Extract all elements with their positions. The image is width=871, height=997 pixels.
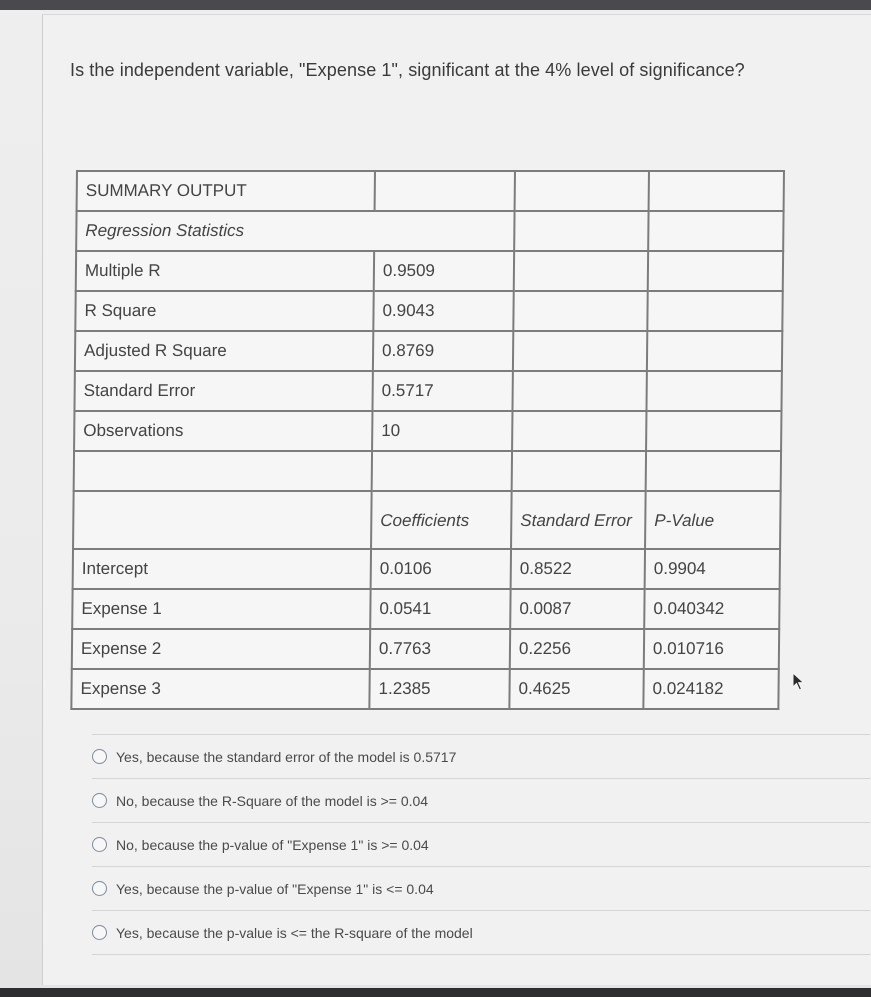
- answer-option-text: Yes, because the standard error of the model is 0.5717: [116, 748, 457, 765]
- table-row: [75, 291, 782, 331]
- radio-button-icon[interactable]: [92, 793, 107, 808]
- answer-options: [92, 734, 870, 955]
- table-cell-empty: [514, 251, 648, 291]
- p-value: 0.040342: [644, 589, 779, 629]
- stat-value: 0.8769: [373, 331, 513, 371]
- table-row: [71, 669, 778, 709]
- table-row: [75, 331, 782, 371]
- coefficient-value: 1.2385: [369, 669, 509, 709]
- standard-error-value: 0.4625: [509, 669, 643, 709]
- table-row: [74, 371, 781, 411]
- stat-value: 10: [372, 411, 512, 451]
- table-row: [72, 629, 779, 669]
- answer-option-3[interactable]: [92, 822, 870, 866]
- table-cell-empty: [647, 331, 782, 371]
- stat-value: 0.5717: [372, 371, 512, 411]
- p-value: 0.9904: [645, 549, 780, 589]
- column-header-standard-error: Standard Error: [511, 491, 646, 549]
- table-row: [72, 589, 779, 629]
- variable-name: Expense 2: [72, 629, 370, 669]
- table-cell-empty: [648, 251, 783, 291]
- standard-error-value: 0.2256: [510, 629, 644, 669]
- stat-label: Multiple R: [76, 251, 374, 291]
- table-cell-empty: [646, 371, 781, 411]
- answer-option-5[interactable]: [92, 910, 870, 955]
- table-row: [76, 251, 783, 291]
- coefficient-value: 0.7763: [370, 629, 510, 669]
- table-cell-empty: [515, 171, 649, 211]
- stat-label: R Square: [75, 291, 373, 331]
- table-cell-empty: [73, 491, 372, 549]
- p-value: 0.024182: [643, 669, 778, 709]
- regression-statistics-label: Regression Statistics: [76, 211, 514, 251]
- table-cell-empty: [514, 211, 648, 251]
- answer-option-1[interactable]: [92, 734, 870, 778]
- stat-label: Standard Error: [74, 371, 372, 411]
- stat-label: Adjusted R Square: [75, 331, 373, 371]
- table-row: [76, 211, 783, 251]
- summary-title: SUMMARY OUTPUT: [77, 171, 375, 211]
- variable-name: Intercept: [73, 549, 371, 589]
- variable-name: Expense 3: [71, 669, 369, 709]
- table-cell-empty: [375, 171, 515, 211]
- stat-value: 0.9509: [374, 251, 514, 291]
- table-cell-empty: [647, 291, 782, 331]
- table-row: [73, 549, 780, 589]
- column-header-coefficients: Coefficients: [371, 491, 512, 549]
- table-cell-empty: [649, 171, 784, 211]
- answer-option-text: Yes, because the p-value is <= the R-square of the model: [116, 924, 473, 941]
- table-cell-empty: [512, 451, 646, 491]
- table-cell-empty: [512, 371, 646, 411]
- radio-button-icon[interactable]: [92, 749, 107, 764]
- radio-button-icon[interactable]: [92, 881, 107, 896]
- coefficient-value: 0.0541: [370, 589, 510, 629]
- coefficient-value: 0.0106: [371, 549, 511, 589]
- top-bezel: [0, 0, 871, 10]
- table-cell-empty: [512, 411, 646, 451]
- table-cell-empty: [648, 211, 783, 251]
- answer-option-text: No, because the p-value of "Expense 1" is >= 0.04: [116, 836, 429, 853]
- table-cell-empty: [513, 331, 647, 371]
- variable-name: Expense 1: [72, 589, 370, 629]
- summary-output-table: [70, 170, 785, 710]
- table-cell-empty: [513, 291, 647, 331]
- answer-option-text: No, because the R-Square of the model is >= 0.04: [116, 792, 429, 809]
- standard-error-value: 0.0087: [510, 589, 644, 629]
- column-header-p-value: P-Value: [645, 491, 781, 549]
- radio-button-icon[interactable]: [92, 925, 107, 940]
- stat-value: 0.9043: [373, 291, 513, 331]
- bottom-bezel: [0, 988, 871, 997]
- question-text: Is the independent variable, "Expense 1", significant at the 4% level of significance?: [70, 60, 745, 80]
- radio-button-icon[interactable]: [92, 837, 107, 852]
- mouse-cursor-icon: [792, 672, 806, 692]
- standard-error-value: 0.8522: [511, 549, 645, 589]
- table-header-row: [73, 491, 781, 549]
- answer-option-2[interactable]: [92, 778, 870, 822]
- table-cell-empty: [646, 451, 781, 491]
- stat-label: Observations: [74, 411, 372, 451]
- table-row: [74, 411, 781, 451]
- table-row: [74, 451, 781, 491]
- table-cell-empty: [74, 451, 372, 491]
- answer-option-4[interactable]: [92, 866, 870, 910]
- table-cell-empty: [646, 411, 781, 451]
- table-row: [77, 171, 784, 211]
- answer-option-text: Yes, because the p-value of "Expense 1" is <= 0.04: [116, 880, 434, 897]
- table-cell-empty: [372, 451, 512, 491]
- p-value: 0.010716: [644, 629, 779, 669]
